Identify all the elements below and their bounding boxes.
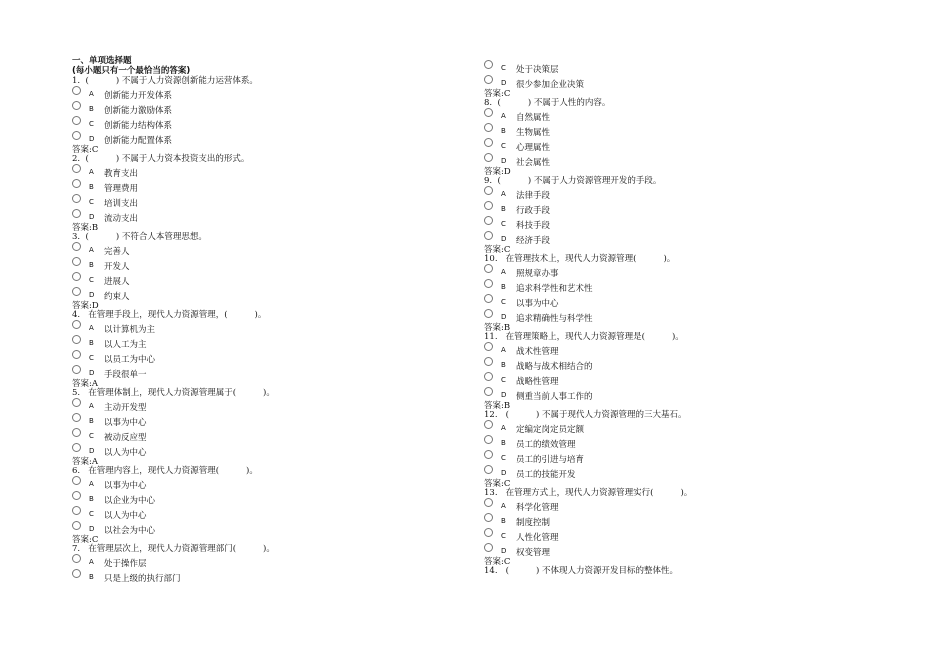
option-label: 处于决策层 <box>516 65 559 75</box>
option-label: 以人工为主 <box>104 340 147 350</box>
option-label: 只是上级的执行部门 <box>104 574 181 584</box>
option-label: 创新能力激励体系 <box>104 106 173 116</box>
radio-button-icon[interactable] <box>72 209 81 218</box>
radio-button-icon[interactable] <box>72 86 81 95</box>
option-letter: C <box>89 198 94 206</box>
radio-button-icon[interactable] <box>484 543 493 552</box>
option-c[interactable] <box>484 450 864 465</box>
radio-button-icon[interactable] <box>484 75 493 84</box>
option-c[interactable] <box>484 528 864 543</box>
option-d[interactable] <box>484 75 864 90</box>
option-letter: A <box>501 268 506 276</box>
option-letter: D <box>501 79 507 87</box>
option-letter: C <box>501 142 506 150</box>
question-text: 4. 在管理手段上，现代人力资源管理，( )。 <box>72 310 267 320</box>
answer-text: 答案:C <box>72 145 99 155</box>
answer-text: 答案:D <box>72 301 99 311</box>
option-label: 教育支出 <box>104 169 139 179</box>
radio-button-icon[interactable] <box>484 186 493 195</box>
option-a[interactable] <box>484 420 864 435</box>
option-a[interactable] <box>484 186 864 201</box>
option-b[interactable] <box>72 569 412 584</box>
option-d[interactable] <box>484 387 864 402</box>
option-label: 心理属性 <box>516 143 551 153</box>
radio-button-icon[interactable] <box>72 428 81 437</box>
option-c[interactable] <box>484 60 864 75</box>
option-letter: A <box>501 346 506 354</box>
option-letter: B <box>89 339 94 347</box>
radio-button-icon[interactable] <box>484 450 493 459</box>
radio-button-icon[interactable] <box>72 506 81 515</box>
option-label: 以人为中心 <box>104 511 147 521</box>
option-label: 员工的引进与培育 <box>516 455 585 465</box>
option-letter: A <box>501 424 506 432</box>
radio-button-icon[interactable] <box>72 554 81 563</box>
radio-button-icon[interactable] <box>484 153 493 162</box>
option-a[interactable] <box>72 398 412 413</box>
option-letter: A <box>89 324 94 332</box>
option-c[interactable] <box>72 116 412 131</box>
radio-button-icon[interactable] <box>484 309 493 318</box>
option-d[interactable] <box>72 365 412 380</box>
option-c[interactable] <box>72 350 412 365</box>
option-a[interactable] <box>72 554 412 569</box>
radio-button-icon[interactable] <box>72 101 81 110</box>
option-letter: C <box>501 376 506 384</box>
option-label: 流动支出 <box>104 214 139 224</box>
option-label: 很少参加企业决策 <box>516 80 585 90</box>
option-b[interactable] <box>484 357 864 372</box>
option-letter: A <box>89 558 94 566</box>
option-d[interactable] <box>72 131 412 146</box>
option-label: 科学化管理 <box>516 503 559 513</box>
option-c[interactable] <box>484 294 864 309</box>
option-label: 约束人 <box>104 292 130 302</box>
question-text: 13. 在管理方式上，现代人力资源管理实行( )。 <box>484 488 693 498</box>
answer-text: 答案:C <box>72 535 99 545</box>
radio-button-icon[interactable] <box>484 498 493 507</box>
option-letter: D <box>501 313 507 321</box>
radio-button-icon[interactable] <box>484 108 493 117</box>
option-d[interactable] <box>484 153 864 168</box>
option-label: 以社会为中心 <box>104 526 156 536</box>
option-b[interactable] <box>72 491 412 506</box>
option-letter: B <box>501 439 506 447</box>
option-a[interactable] <box>484 342 864 357</box>
radio-button-icon[interactable] <box>72 242 81 251</box>
radio-button-icon[interactable] <box>484 279 493 288</box>
option-b[interactable] <box>72 179 412 194</box>
option-letter: B <box>89 261 94 269</box>
option-letter: D <box>89 135 95 143</box>
option-d[interactable] <box>72 209 412 224</box>
answer-text: 答案:D <box>484 167 511 177</box>
option-letter: C <box>89 432 94 440</box>
option-letter: D <box>89 447 95 455</box>
radio-button-icon[interactable] <box>484 387 493 396</box>
option-label: 行政手段 <box>516 206 551 216</box>
option-b[interactable] <box>484 513 864 528</box>
radio-button-icon[interactable] <box>72 194 81 203</box>
option-label: 制度控制 <box>516 518 551 528</box>
option-label: 侧重当前人事工作的 <box>516 392 593 402</box>
question-text: 2. ( ) 不属于人力资本投资支出的形式。 <box>72 154 250 164</box>
option-letter: C <box>89 276 94 284</box>
option-label: 开发人 <box>104 262 130 272</box>
option-d[interactable] <box>484 309 864 324</box>
radio-button-icon[interactable] <box>72 413 81 422</box>
option-label: 以企业为中心 <box>104 496 156 506</box>
radio-button-icon[interactable] <box>484 513 493 522</box>
radio-button-icon[interactable] <box>484 123 493 132</box>
question-text: 3. ( ) 不符合人本管理思想。 <box>72 232 207 242</box>
option-label: 经济手段 <box>516 236 551 246</box>
option-label: 战术性管理 <box>516 347 559 357</box>
option-c[interactable] <box>484 372 864 387</box>
radio-button-icon[interactable] <box>484 201 493 210</box>
option-label: 员工的绩效管理 <box>516 440 576 450</box>
option-label: 法律手段 <box>516 191 551 201</box>
question-text: 7. 在管理层次上，现代人力资源管理部门( )。 <box>72 544 275 554</box>
answer-text: 答案:A <box>72 457 99 467</box>
answer-text: 答案:C <box>484 479 511 489</box>
radio-button-icon[interactable] <box>72 476 81 485</box>
option-label: 照规章办事 <box>516 269 559 279</box>
question-text: 12. ( ) 不属于现代人力资源管理的三大基石。 <box>484 410 687 420</box>
option-letter: B <box>89 495 94 503</box>
option-label: 处于操作层 <box>104 559 147 569</box>
radio-button-icon[interactable] <box>484 60 493 69</box>
option-b[interactable] <box>72 257 412 272</box>
radio-button-icon[interactable] <box>72 398 81 407</box>
radio-button-icon[interactable] <box>484 528 493 537</box>
option-letter: A <box>501 112 506 120</box>
option-letter: C <box>89 354 94 362</box>
option-letter: B <box>501 361 506 369</box>
radio-button-icon[interactable] <box>72 491 81 500</box>
option-c[interactable] <box>484 138 864 153</box>
answer-text: 答案:B <box>484 323 511 333</box>
option-label: 社会属性 <box>516 158 551 168</box>
option-label: 创新能力结构体系 <box>104 121 173 131</box>
question-text: 8. ( ) 不属于人性的内容。 <box>484 98 611 108</box>
option-label: 以人为中心 <box>104 448 147 458</box>
option-a[interactable] <box>72 86 412 101</box>
option-c[interactable] <box>72 272 412 287</box>
radio-button-icon[interactable] <box>72 164 81 173</box>
option-letter: D <box>89 213 95 221</box>
option-letter: D <box>89 525 95 533</box>
radio-button-icon[interactable] <box>72 257 81 266</box>
option-letter: A <box>501 502 506 510</box>
option-b[interactable] <box>484 435 864 450</box>
answer-text: 答案:B <box>484 401 511 411</box>
option-a[interactable] <box>484 264 864 279</box>
question-text: 6. 在管理内容上，现代人力资源管理( )。 <box>72 466 258 476</box>
option-d[interactable] <box>72 443 412 458</box>
option-c[interactable] <box>72 194 412 209</box>
radio-button-icon[interactable] <box>484 357 493 366</box>
radio-button-icon[interactable] <box>72 350 81 359</box>
option-b[interactable] <box>72 413 412 428</box>
option-label: 人性化管理 <box>516 533 559 543</box>
radio-button-icon[interactable] <box>72 272 81 281</box>
answer-text: 答案:B <box>72 223 99 233</box>
answer-text: 答案:A <box>72 379 99 389</box>
radio-button-icon[interactable] <box>72 131 81 140</box>
option-letter: C <box>501 454 506 462</box>
option-letter: B <box>89 417 94 425</box>
option-label: 创新能力配置体系 <box>104 136 173 146</box>
option-letter: C <box>501 298 506 306</box>
radio-button-icon[interactable] <box>484 342 493 351</box>
option-letter: B <box>501 205 506 213</box>
option-d[interactable] <box>72 521 412 536</box>
question-text: 11. 在管理策略上，现代人力资源管理是( )。 <box>484 332 684 342</box>
option-a[interactable] <box>72 242 412 257</box>
question-text: 1. ( ) 不属于人力资源创新能力运营体系。 <box>72 76 258 86</box>
option-letter: D <box>501 391 507 399</box>
option-b[interactable] <box>484 201 864 216</box>
radio-button-icon[interactable] <box>72 335 81 344</box>
question-text: 10. 在管理技术上，现代人力资源管理( )。 <box>484 254 676 264</box>
question-text: 14. ( ) 不体现人力资源开发目标的整体性。 <box>484 566 678 576</box>
radio-button-icon[interactable] <box>72 521 81 530</box>
radio-button-icon[interactable] <box>484 420 493 429</box>
option-letter: A <box>89 246 94 254</box>
option-c[interactable] <box>72 506 412 521</box>
option-label: 生物属性 <box>516 128 551 138</box>
option-letter: D <box>501 235 507 243</box>
radio-button-icon[interactable] <box>72 287 81 296</box>
option-label: 自然属性 <box>516 113 551 123</box>
option-a[interactable] <box>484 108 864 123</box>
option-d[interactable] <box>484 543 864 558</box>
option-label: 追求科学性和艺术性 <box>516 284 593 294</box>
option-a[interactable] <box>72 476 412 491</box>
option-b[interactable] <box>72 101 412 116</box>
option-label: 以事为中心 <box>104 418 147 428</box>
option-label: 员工的技能开发 <box>516 470 576 480</box>
radio-button-icon[interactable] <box>72 179 81 188</box>
option-label: 创新能力开发体系 <box>104 91 173 101</box>
option-a[interactable] <box>72 164 412 179</box>
option-letter: C <box>501 532 506 540</box>
option-label: 进展人 <box>104 277 130 287</box>
radio-button-icon[interactable] <box>72 365 81 374</box>
option-label: 以事为中心 <box>516 299 559 309</box>
radio-button-icon[interactable] <box>484 372 493 381</box>
option-letter: B <box>89 573 94 581</box>
radio-button-icon[interactable] <box>484 465 493 474</box>
option-label: 权变管理 <box>516 548 551 558</box>
option-c[interactable] <box>72 428 412 443</box>
question-text: 9. ( ) 不属于人力资源管理开发的手段。 <box>484 176 662 186</box>
section-subheading: (每小题只有一个最恰当的答案) <box>72 65 191 76</box>
option-b[interactable] <box>72 335 412 350</box>
option-a[interactable] <box>484 498 864 513</box>
option-letter: C <box>501 220 506 228</box>
radio-button-icon[interactable] <box>484 138 493 147</box>
option-letter: B <box>89 183 94 191</box>
option-letter: A <box>89 402 94 410</box>
radio-button-icon[interactable] <box>484 231 493 240</box>
option-letter: D <box>501 469 507 477</box>
option-b[interactable] <box>484 279 864 294</box>
option-label: 主动开发型 <box>104 403 147 413</box>
answer-text: 答案:C <box>484 89 511 99</box>
answer-text: 答案:C <box>484 245 511 255</box>
question-text: 5. 在管理体制上，现代人力资源管理属于( )。 <box>72 388 275 398</box>
right-column <box>484 60 864 576</box>
radio-button-icon[interactable] <box>72 116 81 125</box>
option-label: 追求精确性与科学性 <box>516 314 593 324</box>
option-label: 手段很单一 <box>104 370 147 380</box>
option-letter: D <box>89 291 95 299</box>
radio-button-icon[interactable] <box>72 320 81 329</box>
option-letter: C <box>501 64 506 72</box>
option-label: 以计算机为主 <box>104 325 156 335</box>
option-letter: B <box>501 127 506 135</box>
option-label: 以员工为中心 <box>104 355 156 365</box>
option-c[interactable] <box>484 216 864 231</box>
option-letter: B <box>501 517 506 525</box>
radio-button-icon[interactable] <box>484 216 493 225</box>
answer-text: 答案:C <box>484 557 511 567</box>
option-letter: B <box>89 105 94 113</box>
option-letter: D <box>501 157 507 165</box>
option-label: 完善人 <box>104 247 130 257</box>
option-label: 战略与战术相结合的 <box>516 362 593 372</box>
option-letter: D <box>89 369 95 377</box>
option-d[interactable] <box>484 231 864 246</box>
left-column <box>72 57 412 584</box>
option-letter: A <box>501 190 506 198</box>
option-label: 培训支出 <box>104 199 139 209</box>
radio-button-icon[interactable] <box>484 435 493 444</box>
option-letter: C <box>89 510 94 518</box>
option-letter: A <box>89 480 94 488</box>
option-letter: A <box>89 90 94 98</box>
option-label: 以事为中心 <box>104 481 147 491</box>
option-label: 管理费用 <box>104 184 139 194</box>
option-label: 科技手段 <box>516 221 551 231</box>
option-letter: D <box>501 547 507 555</box>
radio-button-icon[interactable] <box>484 294 493 303</box>
option-letter: B <box>501 283 506 291</box>
option-d[interactable] <box>484 465 864 480</box>
section-heading: 一、单项选择题 <box>72 56 132 66</box>
option-label: 战略性管理 <box>516 377 559 387</box>
option-letter: C <box>89 120 94 128</box>
radio-button-icon[interactable] <box>72 443 81 452</box>
option-b[interactable] <box>484 123 864 138</box>
option-a[interactable] <box>72 320 412 335</box>
option-label: 被动反应型 <box>104 433 147 443</box>
radio-button-icon[interactable] <box>72 569 81 578</box>
option-d[interactable] <box>72 287 412 302</box>
option-label: 定编定岗定员定额 <box>516 425 585 435</box>
option-letter: A <box>89 168 94 176</box>
radio-button-icon[interactable] <box>484 264 493 273</box>
